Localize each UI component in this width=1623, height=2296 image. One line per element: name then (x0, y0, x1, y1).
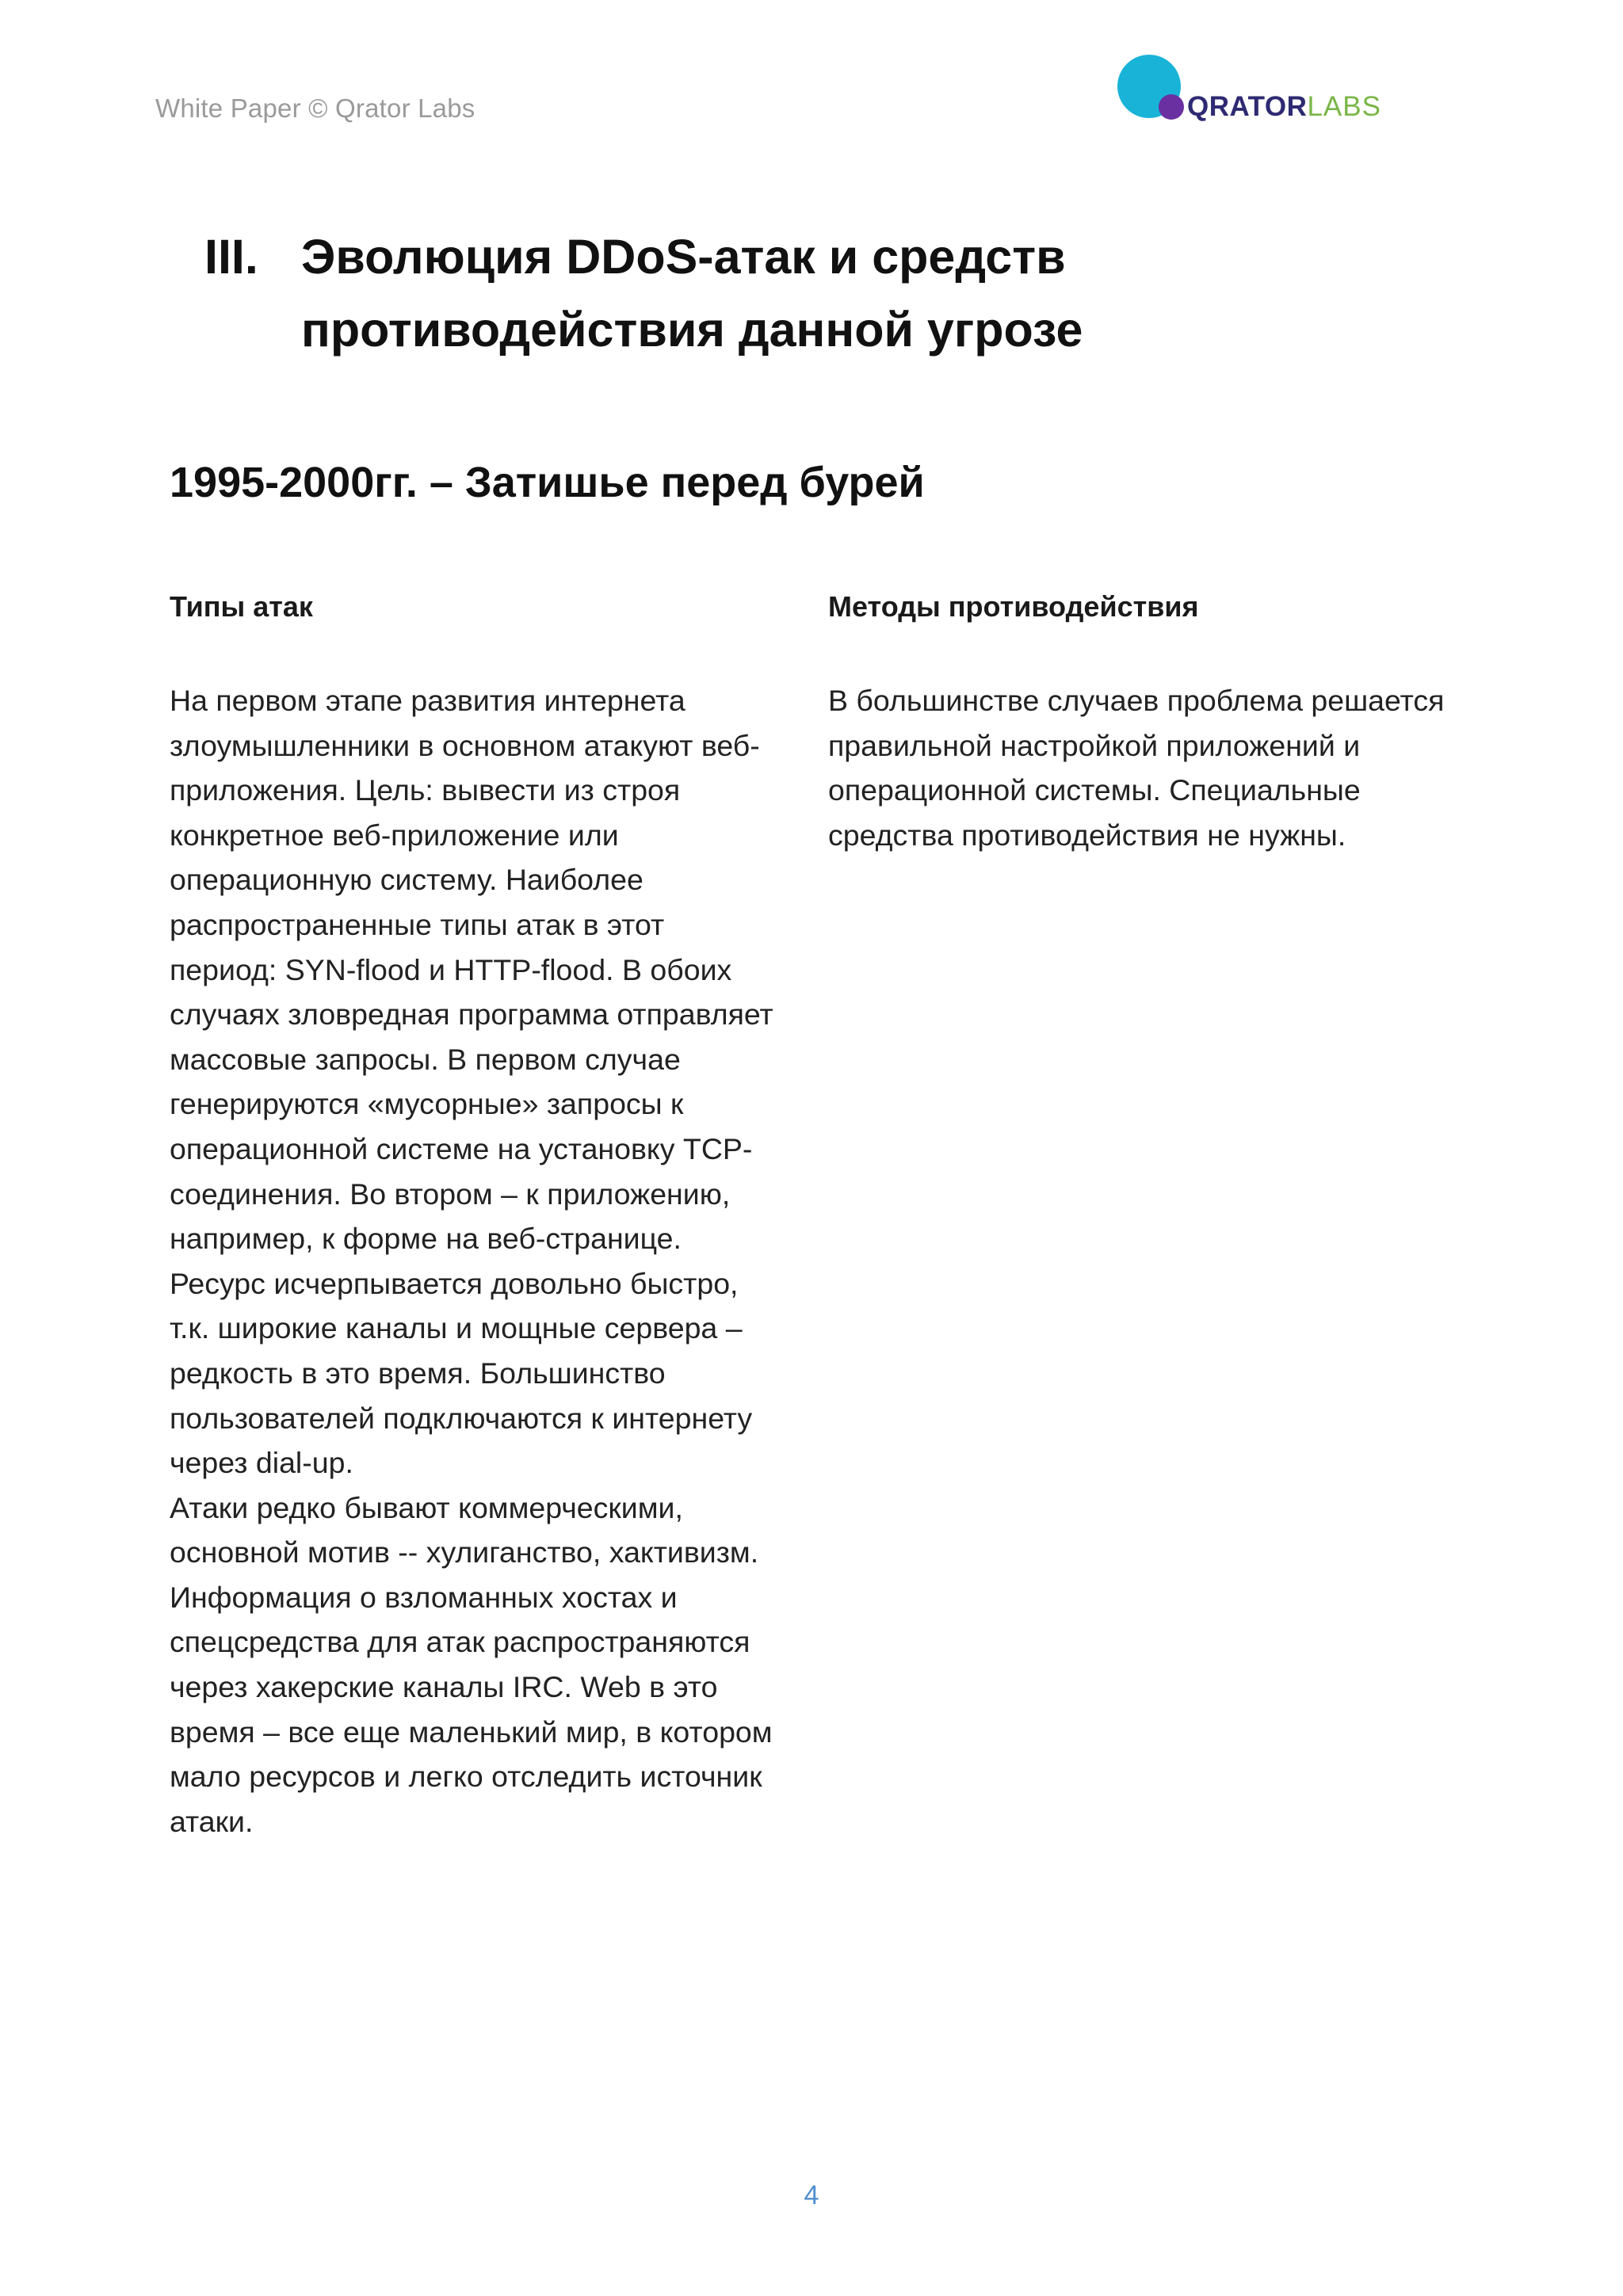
countermeasures-heading: Методы противодействия (828, 590, 1199, 623)
body-text-line: операционной системе на установку TCP- (170, 1131, 753, 1165)
body-text-line: Атаки редко бывают коммерческими, (170, 1490, 683, 1524)
body-text-line: мало ресурсов и легко отследить источник (170, 1760, 762, 1794)
body-text-line: период: SYN-flood и HTTP-flood. В обоих (170, 952, 732, 986)
body-text-line: приложения. Цель: вывести из строя (170, 773, 681, 807)
countermeasures-body (828, 678, 1478, 857)
attack-types-body (170, 678, 804, 1844)
body-text-line: случаях зловредная программа отправляет (170, 997, 773, 1032)
body-text-line: через dial-up. (170, 1446, 353, 1480)
body-text-line: т.к. широкие каналы и мощные сервера – (170, 1311, 743, 1345)
body-text-line: операционную систему. Наиболее (170, 863, 643, 897)
body-text-line: через хакерские каналы IRC. Web в это (170, 1670, 718, 1704)
body-text-line: В большинстве случаев проблема решается (828, 684, 1445, 717)
body-text-line: злоумышленники в основном атакуют веб- (170, 728, 760, 762)
body-text-line: соединения. Во втором – к приложению, (170, 1177, 731, 1211)
body-text-line: распространенные типы атак в этот (170, 907, 665, 941)
body-text-line: На первом этапе развития интернета (170, 684, 685, 717)
attack-types-heading: Типы атак (170, 590, 313, 623)
body-text-line: средства противодействия не нужны. (828, 818, 1346, 852)
period-title: 1995-2000гг. – Затишье перед бурей (170, 459, 925, 506)
body-text-line: операционной системы. Специальные (828, 773, 1361, 807)
body-text-line: конкретное веб-приложение или (170, 818, 619, 852)
body-text-line: например, к форме на веб-странице. (170, 1222, 682, 1256)
document-label: White Paper © Qrator Labs (155, 93, 475, 123)
section-title-text (301, 220, 1411, 366)
body-text-line: редкость в это время. Большинство (170, 1356, 666, 1390)
section-title-line: противодействия данной угрозе (301, 303, 1083, 357)
section-number: III. (204, 230, 258, 284)
logo-word-accent: LABS (1307, 91, 1381, 122)
logo-dot-icon (1159, 94, 1184, 120)
body-text-line: Информация о взломанных хостах и (170, 1580, 678, 1614)
body-text-line: пользователей подключаются к интернету (170, 1401, 753, 1435)
page-number: 4 (804, 2180, 819, 2210)
logo-word-main: QRATOR (1187, 91, 1308, 122)
qrator-labs-logo (1117, 52, 1387, 132)
body-text-line: правильной настройкой приложений и (828, 728, 1361, 762)
body-text-line: спецсредства для атак распространяются (170, 1625, 750, 1659)
body-text-line: генерируются «мусорные» запросы к (170, 1087, 684, 1121)
body-text-line: основной мотив -- хулиганство, хактивизм. (170, 1535, 759, 1569)
body-text-line: атаки. (170, 1804, 254, 1838)
body-text-line: Ресурс исчерпывается довольно быстро, (170, 1266, 739, 1300)
body-text-line: массовые запросы. В первом случае (170, 1042, 681, 1076)
logo-wordmark (1187, 93, 1381, 121)
body-text-line: время – все еще маленький мир, в котором (170, 1714, 773, 1749)
section-title-line: Эволюция DDoS-атак и средств (301, 230, 1066, 284)
